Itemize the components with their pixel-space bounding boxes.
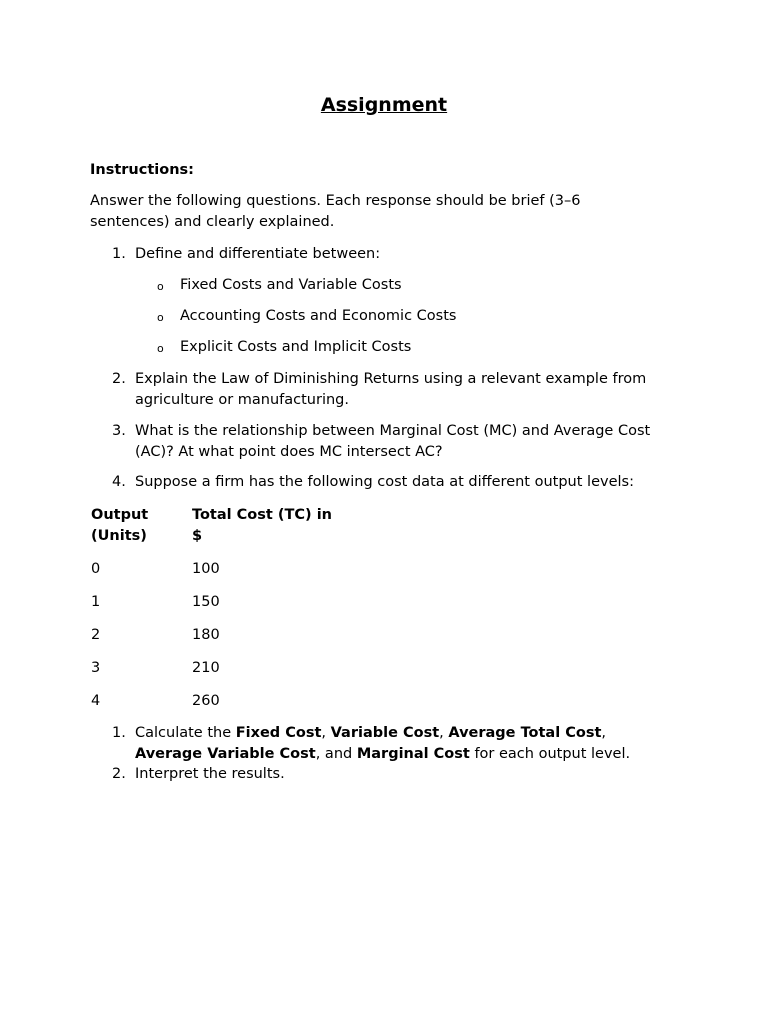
- question-number: 1.: [112, 246, 126, 262]
- table-cell-total-cost: 180: [192, 627, 220, 643]
- table-cell-output: 0: [91, 561, 101, 577]
- term-marginal-cost: Marginal Cost: [356, 746, 470, 762]
- table-cell-total-cost: 260: [192, 693, 220, 709]
- table-cell-output: 4: [91, 693, 101, 709]
- question-number: 4.: [112, 474, 126, 490]
- table-cell-total-cost: 210: [192, 660, 220, 676]
- bullet-marker: o: [157, 311, 164, 324]
- task-number: 2.: [112, 766, 126, 782]
- task-text: [135, 723, 665, 765]
- table-cell-output: 2: [91, 627, 101, 643]
- bullet-marker: o: [157, 342, 164, 355]
- intro-paragraph: Answer the following questions. Each response should be brief (3–6 sentences) and clearly explained.: [90, 193, 581, 230]
- term-average-total-cost: Average Total Cost: [448, 725, 602, 741]
- task-number: 1.: [112, 725, 126, 741]
- instructions-heading: Instructions:: [90, 162, 194, 178]
- task-text-part: ,: [439, 725, 449, 741]
- table-header-total-cost: Total Cost (TC) in $: [192, 507, 333, 544]
- question-text: Suppose a firm has the following cost data at different output levels:: [135, 474, 634, 490]
- question-number: 3.: [112, 423, 126, 439]
- task-text-part: , and: [315, 746, 357, 762]
- term-average-variable-cost: Average Variable Cost: [135, 746, 316, 762]
- question-text: What is the relationship between Marginal Cost (MC) and Average Cost (AC)? At what point does MC intersect AC?: [135, 423, 651, 460]
- bullet-text: Explicit Costs and Implicit Costs: [180, 339, 412, 355]
- question-number: 2.: [112, 371, 126, 387]
- question-text: Explain the Law of Diminishing Returns using a relevant example from agriculture or manufacturing.: [135, 371, 647, 408]
- page-title: Assignment: [320, 94, 448, 116]
- table-cell-total-cost: 150: [192, 594, 220, 610]
- bullet-marker: o: [157, 280, 164, 293]
- task-text-part: for each output level.: [469, 746, 631, 762]
- task-text-part: ,: [321, 725, 331, 741]
- task-text-part: ,: [601, 725, 606, 741]
- table-cell-total-cost: 100: [192, 561, 220, 577]
- question-text: Define and differentiate between:: [135, 246, 381, 262]
- bullet-text: Accounting Costs and Economic Costs: [180, 308, 457, 324]
- term-fixed-cost: Fixed Cost: [235, 725, 322, 741]
- bullet-text: Fixed Costs and Variable Costs: [180, 277, 402, 293]
- task-text: Interpret the results.: [135, 766, 285, 782]
- term-variable-cost: Variable Cost: [330, 725, 440, 741]
- task-text-part: Calculate the: [135, 725, 236, 741]
- table-header-output: Output (Units): [91, 507, 149, 544]
- table-cell-output: 3: [91, 660, 101, 676]
- table-cell-output: 1: [91, 594, 101, 610]
